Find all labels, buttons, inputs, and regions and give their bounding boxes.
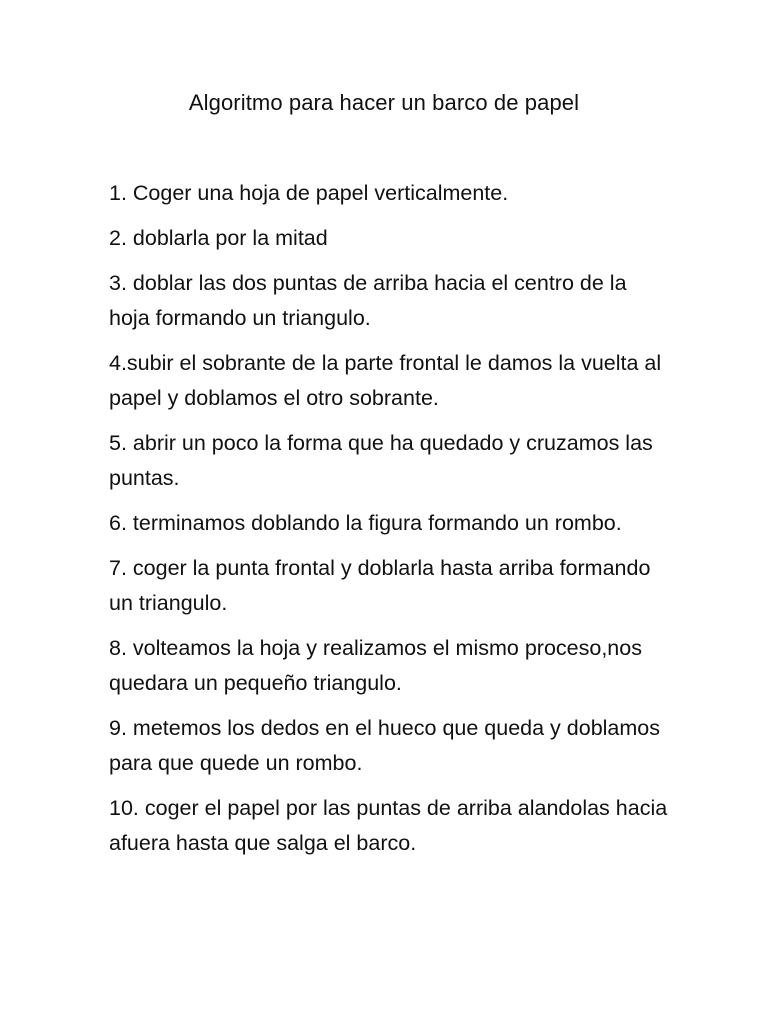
step-5: 5. abrir un poco la forma que ha quedado y cruzamos las puntas. (109, 431, 653, 490)
step-4: 4.subir el sobrante de la parte frontal le damos la vuelta al papel y doblamos el otro sobrante. (109, 351, 662, 410)
step-8: 8. volteamos la hoja y realizamos el mismo proceso,nos quedara un pequeño triangulo. (109, 636, 642, 695)
step-3: 3. doblar las dos puntas de arriba hacia el centro de la hoja formando un triangulo. (109, 271, 627, 330)
step-1: 1. Coger una hoja de papel verticalmente. (109, 181, 509, 205)
steps-list (109, 176, 669, 871)
step-2: 2. doblarla por la mitad (109, 226, 328, 250)
step-7: 7. coger la punta frontal y doblarla hasta arriba formando un triangulo. (109, 556, 651, 615)
document-title: Algoritmo para hacer un barco de papel (188, 90, 580, 115)
step-9: 9. metemos los dedos en el hueco que queda y doblamos para que quede un rombo. (109, 716, 661, 775)
step-10: 10. coger el papel por las puntas de arriba alandolas hacia afuera hasta que salga el barco. (109, 796, 668, 855)
step-6: 6. terminamos doblando la figura formando un rombo. (109, 511, 622, 535)
